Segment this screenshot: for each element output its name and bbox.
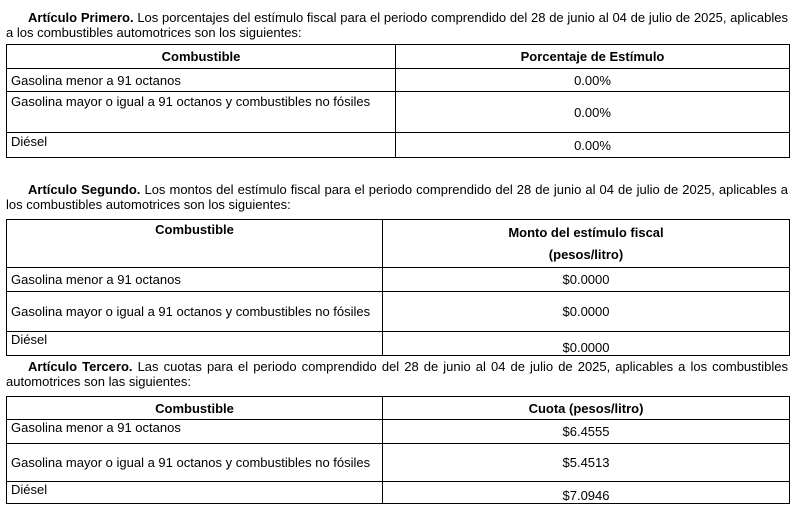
table-row (7, 444, 790, 482)
column-header: Porcentaje de Estímulo (396, 45, 790, 69)
fuel-name-cell: Diésel (7, 133, 396, 158)
articulo-primero-text: Los porcentajes del estímulo fiscal para el periodo comprendido del 28 de junio al 04 de julio de 2025, aplicables a los combustibles automotrices son los siguientes: (6, 10, 788, 40)
table-header-row (7, 45, 790, 69)
table-row (7, 268, 790, 292)
table-row (7, 133, 790, 158)
column-header-line: Monto del estímulo fiscal (508, 224, 664, 240)
articulo-primero-paragraph (6, 10, 788, 40)
value-cell: $5.4513 (383, 444, 790, 482)
stimulus-percentage-table (6, 44, 790, 158)
value-cell: $0.0000 (383, 268, 790, 292)
value-cell: 0.00% (396, 92, 790, 133)
fuel-name-cell: Diésel (7, 482, 383, 504)
value-cell: $0.0000 (383, 292, 790, 332)
table-header-row (7, 220, 790, 268)
articulo-segundo-heading: Artículo Segundo. (28, 182, 141, 197)
column-header (383, 220, 790, 268)
value-cell: 0.00% (396, 69, 790, 92)
articulo-primero-heading: Artículo Primero. (28, 10, 134, 25)
column-header-line: (pesos/litro) (548, 246, 624, 262)
table-row (7, 420, 790, 444)
column-header: Combustible (7, 45, 396, 69)
fuel-name-cell: Diésel (7, 332, 383, 356)
stimulus-amount-table (6, 219, 790, 356)
articulo-segundo-paragraph (6, 182, 788, 212)
fuel-name-cell: Gasolina mayor o igual a 91 octanos y combustibles no fósiles (7, 444, 383, 482)
column-header: Combustible (7, 397, 383, 420)
articulo-tercero-text: Las cuotas para el periodo comprendido del 28 de junio al 04 de julio de 2025, aplicables a los combustibles automotrices son las siguientes: (6, 359, 789, 389)
column-header: Cuota (pesos/litro) (383, 397, 790, 420)
articulo-tercero-heading: Artículo Tercero. (28, 359, 133, 374)
fuel-name-cell: Gasolina menor a 91 octanos (7, 69, 396, 92)
table-row (7, 69, 790, 92)
quota-table (6, 396, 790, 504)
table-row (7, 482, 790, 504)
value-cell: 0.00% (396, 133, 790, 158)
value-cell: $6.4555 (383, 420, 790, 444)
fuel-name-cell: Gasolina mayor o igual a 91 octanos y combustibles no fósiles (7, 292, 383, 332)
fuel-name-cell: Gasolina menor a 91 octanos (7, 420, 383, 444)
articulo-tercero-paragraph (6, 359, 788, 389)
table-row (7, 92, 790, 133)
value-cell: $0.0000 (383, 332, 790, 356)
value-cell: $7.0946 (383, 482, 790, 504)
fuel-name-cell: Gasolina menor a 91 octanos (7, 268, 383, 292)
articulo-segundo-text: Los montos del estímulo fiscal para el periodo comprendido del 28 de junio al 04 de julio de 2025, aplicables a los combustibles automotrices son los siguientes: (6, 182, 788, 212)
table-row (7, 332, 790, 356)
table-header-row (7, 397, 790, 420)
column-header: Combustible (7, 220, 383, 268)
fuel-name-cell: Gasolina mayor o igual a 91 octanos y combustibles no fósiles (7, 92, 396, 133)
table-row (7, 292, 790, 332)
